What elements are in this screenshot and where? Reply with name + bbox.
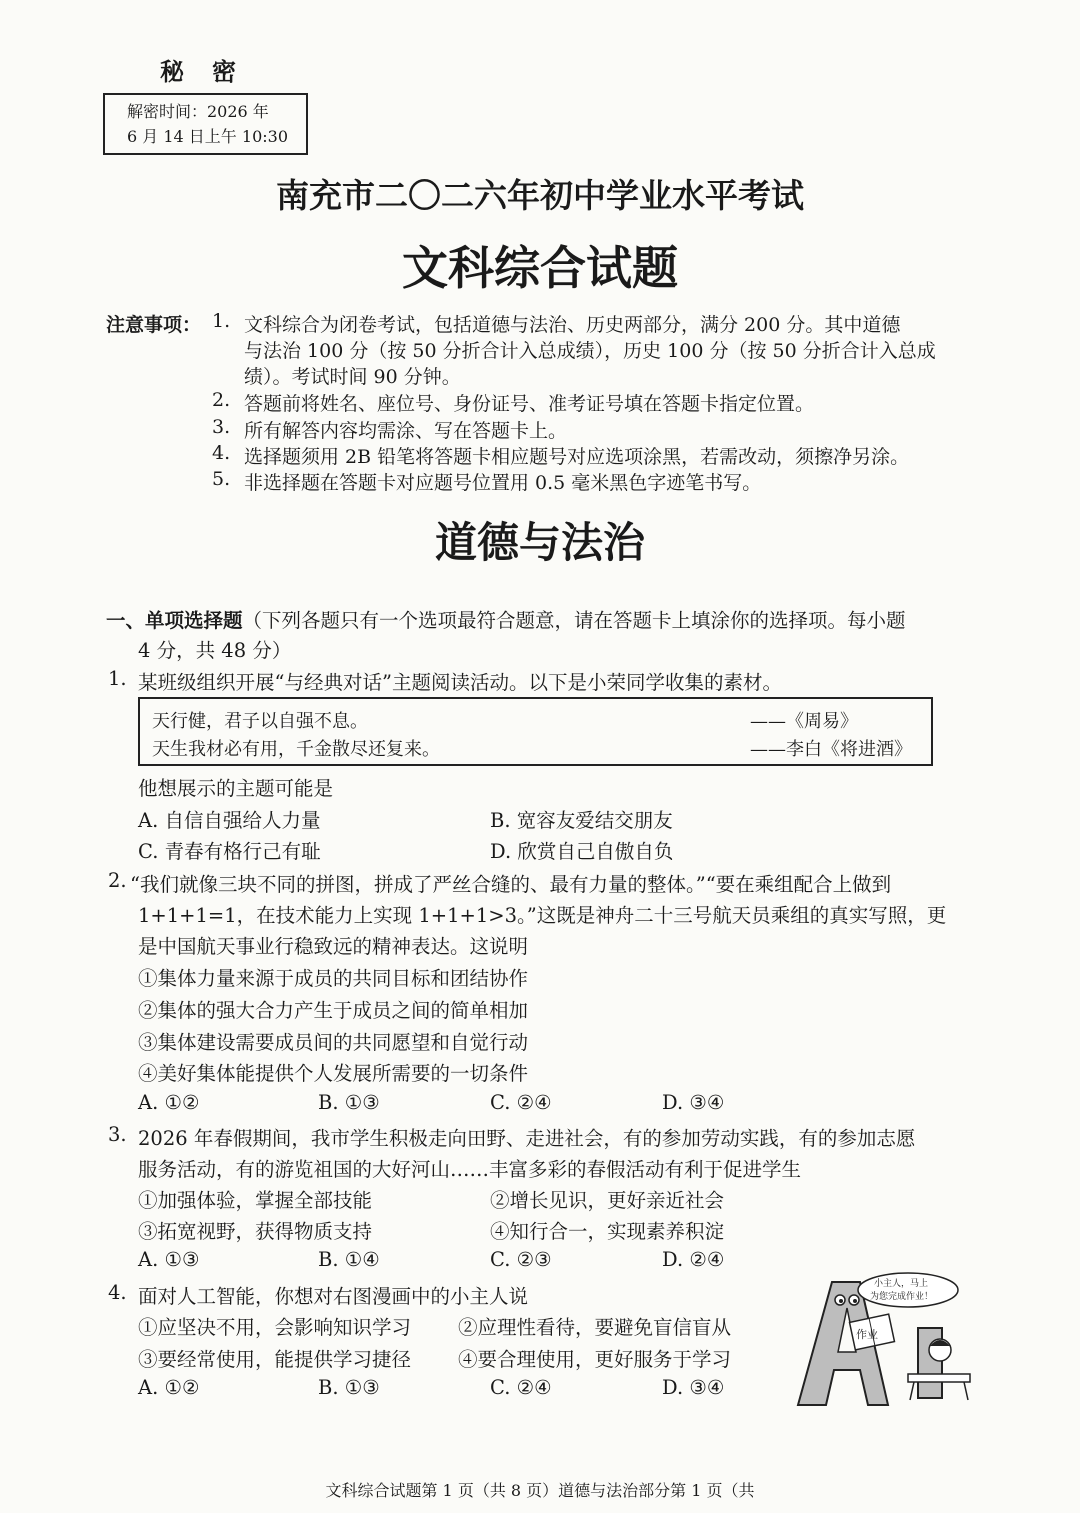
statement-item: ④要合理使用，更好服务于学习 (458, 1348, 732, 1371)
ai-cartoon (790, 1270, 980, 1415)
option-b: B. ①④ (318, 1248, 380, 1271)
subject-title: 文科综合试题 (402, 241, 678, 295)
option-c: C. ②③ (490, 1248, 552, 1271)
question-number: 4. (108, 1281, 127, 1304)
question-stem: 某班级组织开展“与经典对话”主题阅读活动。以下是小荣同学收集的素材。 (138, 671, 782, 694)
question-stem: 面对人工智能，你想对右图漫画中的小主人说 (138, 1285, 529, 1308)
quote-box (138, 697, 933, 766)
declass-line-2: 6 月 14 日上午 10:30 (127, 127, 288, 146)
statement-item: ②增长见识，更好亲近社会 (490, 1189, 725, 1212)
cartoon-bubble-line-2: 为您完成作业！ (870, 1292, 934, 1302)
note-line: 与法治 100 分（按 50 分折合计入总成绩），历史 100 分（按 50 分折合计入总成 (244, 340, 936, 362)
question-ask: 他想展示的主题可能是 (138, 777, 334, 800)
statement-item: ④美好集体能提供个人发展所需要的一切条件 (138, 1062, 529, 1085)
note-line: 选择题须用 2B 铅笔将答题卡相应题号对应选项涂黑，若需改动，须擦净另涂。 (244, 446, 910, 468)
option-a: A. ①③ (138, 1248, 200, 1271)
option-d: D. 欣赏自己自傲自负 (490, 840, 674, 863)
question-line: 1+1+1=1，在技术能力上实现 1+1+1>3。”这既是神舟二十三号航天员乘组的真实写照，更 (138, 904, 947, 927)
statement-item: ①加强体验，掌握全部技能 (138, 1189, 373, 1212)
question-line: “我们就像三块不同的拼图，拼成了严丝合缝的、最有力量的整体。”“要在乘组配合上做到 (130, 873, 892, 896)
option-d: D. ③④ (662, 1376, 725, 1399)
question-line: 是中国航天事业行稳致远的精神表达。这说明 (138, 935, 529, 958)
section-title: 道德与法治 (434, 518, 645, 567)
option-c: C. ②④ (490, 1091, 552, 1114)
option-c: C. 青春有格行己有耻 (138, 840, 321, 863)
note-line: 所有解答内容均需涂、写在答题卡上。 (244, 420, 568, 442)
note-number: 2. (212, 389, 231, 411)
statement-item: ③拓宽视野，获得物质支持 (138, 1220, 373, 1243)
declassification-box (103, 93, 308, 155)
question-number: 2. (108, 869, 127, 892)
option-d: D. ③④ (662, 1091, 725, 1114)
part-description: （下列各题只有一个选项最符合题意，请在答题卡上填涂你的选择项。每小题 (242, 609, 906, 632)
note-line: 非选择题在答题卡对应题号位置用 0.5 毫米黑色字迹笔书写。 (244, 472, 762, 494)
question-line: 服务活动，有的游览祖国的大好河山……丰富多彩的春假活动有利于促进学生 (138, 1158, 802, 1181)
statement-item: ①集体力量来源于成员的共同目标和团结协作 (138, 967, 529, 990)
secret-label: 秘 密 (160, 58, 236, 86)
option-c: C. ②④ (490, 1376, 552, 1399)
exam-title: 南充市二〇二六年初中学业水平考试 (276, 176, 804, 215)
part-description-2: 4 分，共 48 分） (138, 639, 292, 662)
statement-item: ③集体建设需要成员间的共同愿望和自觉行动 (138, 1031, 529, 1054)
note-line: 绩）。考试时间 90 分钟。 (244, 366, 461, 388)
note-number: 1. (212, 310, 231, 332)
part-heading: 一、单项选择题 (106, 609, 243, 632)
quote-source: ——李白《将进酒》 (750, 739, 912, 760)
question-line: 2026 年春假期间，我市学生积极走向田野、走进社会，有的参加劳动实践，有的参加志愿 (138, 1127, 916, 1150)
option-d: D. ②④ (662, 1248, 725, 1271)
statement-item: ④知行合一，实现素养积淀 (490, 1220, 725, 1243)
note-line: 答题前将姓名、座位号、身份证号、准考证号填在答题卡指定位置。 (244, 393, 815, 415)
quote-source: ——《周易》 (750, 711, 858, 732)
cartoon-bubble-line-1: 小主人，马上 (874, 1279, 929, 1289)
question-number: 1. (108, 667, 127, 690)
question-number: 3. (108, 1123, 127, 1146)
option-a: A. ①② (138, 1091, 200, 1114)
part-heading-line (106, 605, 906, 633)
ai-cartoon-drawing (790, 1270, 980, 1415)
quote-text: 天生我材必有用，千金散尽还复来。 (152, 739, 440, 760)
note-number: 4. (212, 442, 231, 464)
option-a: A. 自信自强给人力量 (138, 809, 321, 832)
statement-item: ①应坚决不用，会影响知识学习 (138, 1316, 412, 1339)
statement-item: ②应理性看待，要避免盲信盲从 (458, 1316, 732, 1339)
note-number: 5. (212, 468, 231, 490)
notes-label: 注意事项： (106, 314, 202, 336)
option-b: B. ①③ (318, 1091, 380, 1114)
page-footer: 文科综合试题第 1 页（共 8 页）道德与法治部分第 1 页（共 (325, 1481, 755, 1500)
declass-line-1: 解密时间：2026 年 (127, 102, 269, 121)
note-number: 3. (212, 416, 231, 438)
option-b: B. ①③ (318, 1376, 380, 1399)
quote-text: 天行健，君子以自强不息。 (152, 711, 368, 732)
cartoon-book-label: 作业 (856, 1328, 878, 1341)
option-b: B. 宽容友爱结交朋友 (490, 809, 673, 832)
statement-item: ②集体的强大合力产生于成员之间的简单相加 (138, 999, 529, 1022)
option-a: A. ①② (138, 1376, 200, 1399)
statement-item: ③要经常使用，能提供学习捷径 (138, 1348, 412, 1371)
note-line: 文科综合为闭卷考试，包括道德与法治、历史两部分，满分 200 分。其中道德 (244, 314, 901, 336)
